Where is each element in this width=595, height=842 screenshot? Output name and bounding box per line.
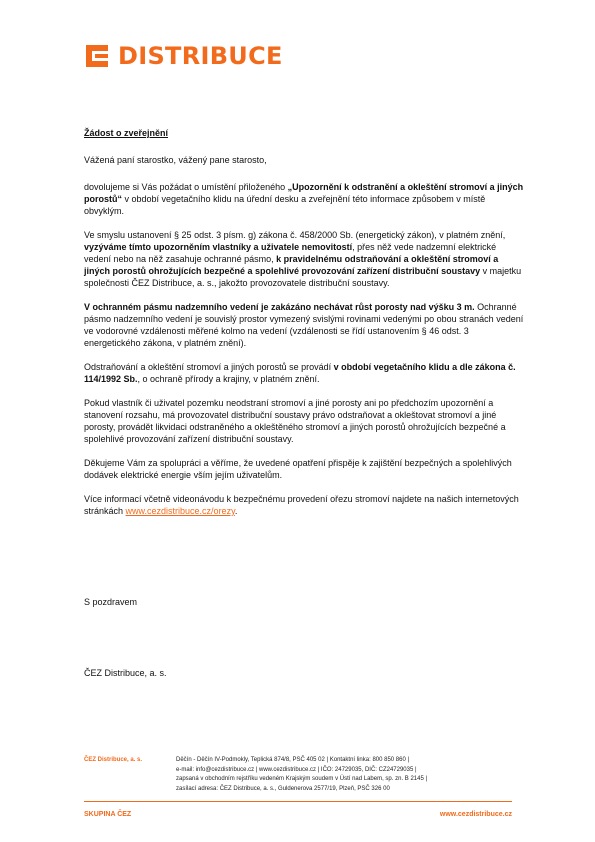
brand-text: DISTRIBUCE: [118, 42, 283, 70]
orezy-link[interactable]: www.cezdistribuce.cz/orezy: [125, 506, 235, 516]
paragraph-thanks: Děkujeme Vám za spolupráci a věříme, že uvedené opatření přispěje k zajištění bezpečných a spolehlivých dodávek elektrické energie vším jejím uživatelům.: [84, 458, 512, 480]
bold-span: k pravidelnému odstraňování a okleštění stromoví a jiných porostů ohrožujících bezpečné a spolehlivé provozování zařízení distribuční soustavy: [84, 254, 499, 276]
letter-greeting: Vážená paní starostko, vážený pane starosto,: [84, 155, 267, 165]
paragraph-request: [84, 181, 524, 217]
letter-closing: S pozdravem: [84, 597, 138, 607]
footer-line: zapsaná v obchodním rejstříku vedeném Krajským soudem v Ústí nad Labem, sp. zn. B 2145 |: [176, 776, 428, 782]
bold-span: vyzýváme tímto upozorněním vlastníky a uživatele nemovitostí: [84, 242, 353, 252]
letter-heading: Žádost o zveřejnění: [84, 128, 169, 138]
footer-divider: [84, 801, 512, 802]
footer-contact-block: [176, 756, 516, 794]
bold-span: v období vegetačního klidu a dle zákona č. 114/1992 Sb.: [84, 362, 516, 384]
bold-span: V ochranném pásmu nadzemního vedení je zakázáno nechávat růst porosty nad výšku 3 m.: [84, 302, 475, 312]
bold-span: „Upozornění k odstranění a okleštění stromoví a jiných porostů“: [84, 182, 524, 204]
paragraph-protection-zone: [84, 301, 524, 349]
text-span: v majetku společnosti ČEZ Distribuce, a. s., jakožto provozovatele distribuční soustavy.: [84, 266, 522, 288]
text-span: Odstraňování a okleštění stromoví a jiných porostů se provádí: [84, 362, 334, 372]
letter-signature: ČEZ Distribuce, a. s.: [84, 668, 167, 678]
footer-line: e-mail: info@cezdistribuce.cz | www.cezdistribuce.cz | IČO: 24729035, DIČ: CZ24729035 |: [176, 766, 417, 773]
text-span: dovolujeme si Vás požádat o umístění přiloženého: [84, 182, 288, 192]
text-span: .: [234, 506, 238, 516]
footer-company: ČEZ Distribuce, a. s.: [84, 757, 143, 763]
text-span: Ve smyslu ustanovení § 25 odst. 3 písm. g) zákona č. 458/2000 Sb. (energetický zákon), v platném znění,: [84, 230, 506, 240]
cez-logo-icon: [84, 43, 110, 69]
text-span: Více informací včetně videonávodu k bezpečnému provedení ořezu stromoví najdete na našich internetových stránkách: [84, 494, 519, 516]
footer-group-name: SKUPINA ČEZ: [84, 811, 132, 818]
footer-line: zasílací adresa: ČEZ Distribuce, a. s., Guldenerova 2577/19, Plzeň, PSČ 326 00: [176, 785, 390, 792]
text-span: , přes něž vede nadzemní elektrické vedení nebo na něž zasahuje ochranné pásmo,: [84, 242, 497, 264]
paragraph-legal-basis: [84, 229, 524, 289]
text-span: , o ochraně přírody a krajiny, v platném znění.: [137, 374, 320, 384]
text-span: v období vegetačního klidu na úřední desku a zveřejnění této informace způsobem v místě obvyklým.: [84, 194, 486, 216]
footer-website-link[interactable]: www.cezdistribuce.cz: [439, 811, 512, 818]
footer-line: Děčín - Děčín IV-Podmokly, Teplická 874/8, PSČ 405 02 | Kontaktní linka: 800 850 860 |: [176, 757, 410, 763]
paragraph-more-info: [84, 493, 524, 517]
paragraph-operator-rights: Pokud vlastník či uživatel pozemku neodstraní stromoví a jiné porosty ani po předchozím upozornění a stanovení rozsahu, má provozovatel distribuční soustavy právo odstraňovat a okleštovat stromoví a jiné porosty, provádět likvidaci odstraněného a okleštěného stromoví a jiných porostů ohrožujících bezpečné a spolehlivé provozování zařízení distribuční soustavy.: [84, 398, 506, 444]
letter-body: [84, 127, 524, 529]
company-logo: [84, 43, 283, 69]
text-span: Ochranné pásmo nadzemního vedení je souvislý prostor vymezený svislými rovinami vedenými po obou stranách vedení ve vodorovné vzdálenosti měřené kolmo na vedení (vzdálenosti se řídí ustanovením § 46 odst. 3 energetického zákona, v platném znění).: [84, 302, 524, 348]
paragraph-timing: [84, 361, 524, 385]
